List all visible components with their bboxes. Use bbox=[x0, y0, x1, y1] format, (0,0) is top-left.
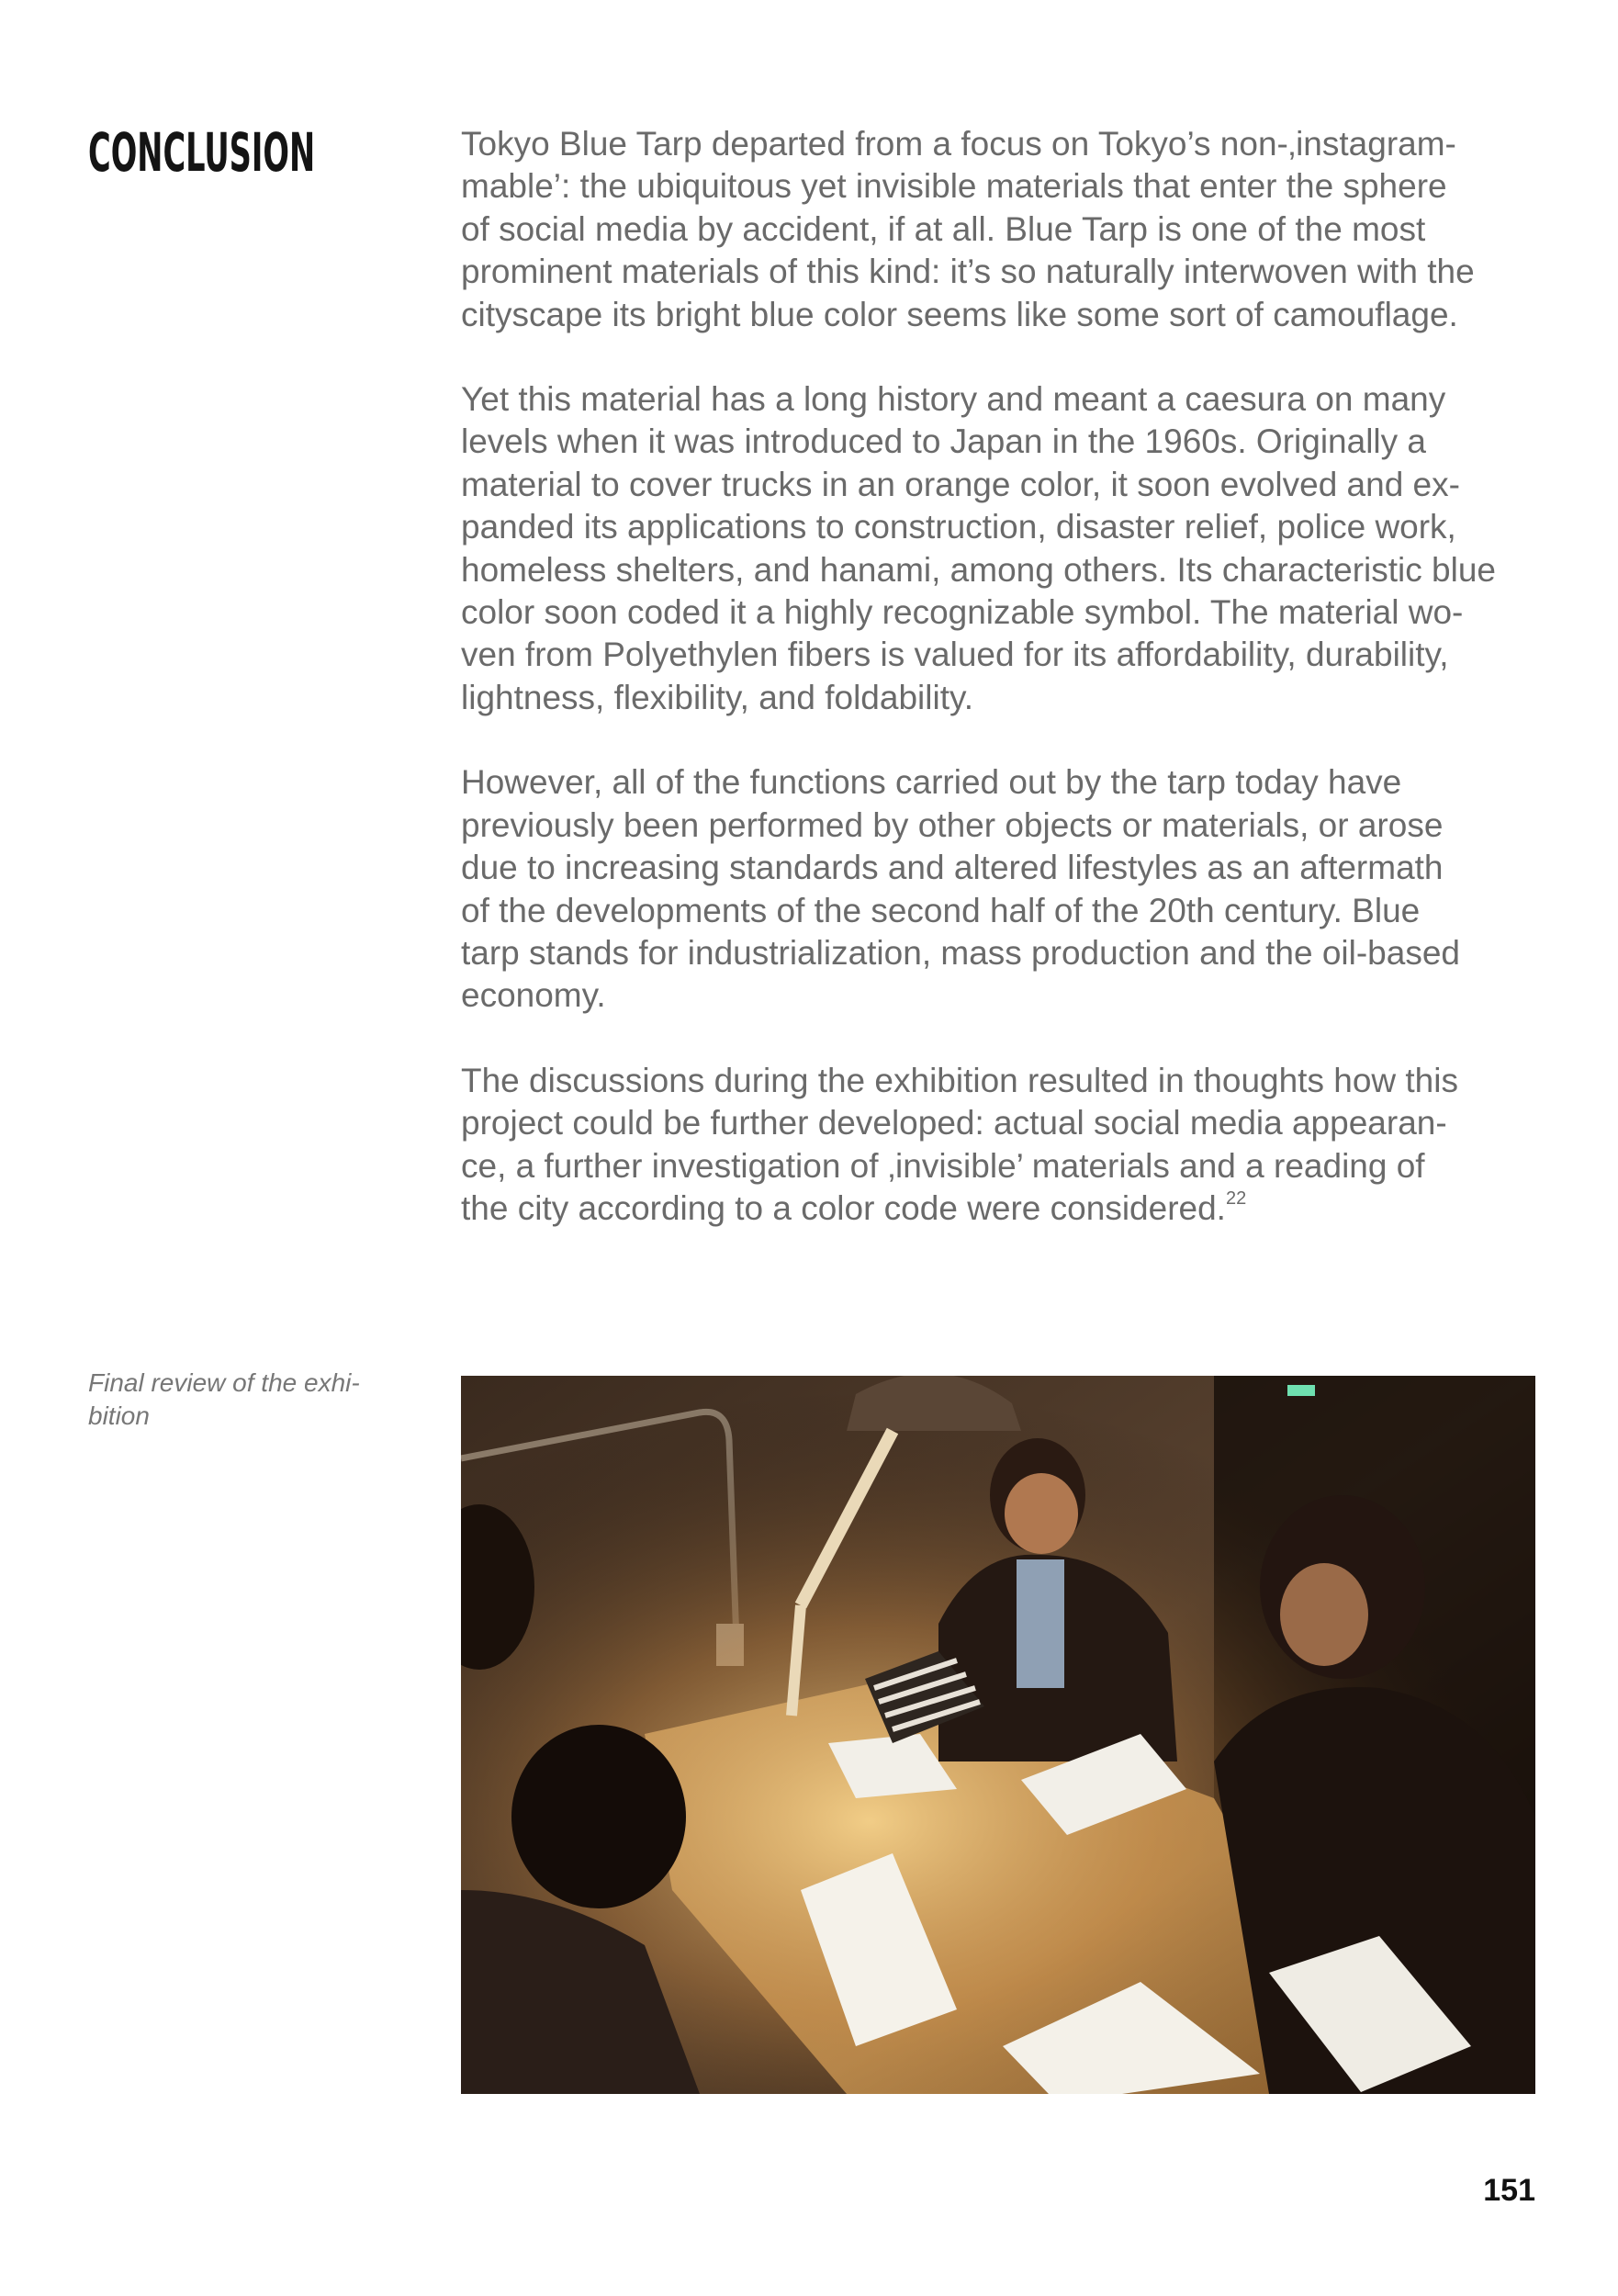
footnote-marker: 22 bbox=[1225, 1187, 1247, 1209]
body-text bbox=[461, 123, 1545, 1272]
text-line: lightness, flexibility, and foldability. bbox=[461, 678, 974, 716]
exhibition-photo-illustration bbox=[461, 1376, 1535, 2094]
person-right-face bbox=[1280, 1563, 1368, 1666]
text-line: The discussions during the exhibition resulted in thoughts how this bbox=[461, 1061, 1458, 1099]
person-left-head bbox=[511, 1725, 686, 1908]
text-line bbox=[461, 1187, 1545, 1230]
text-line: project could be further developed: actual social media appearan- bbox=[461, 1104, 1447, 1142]
paragraph-3 bbox=[461, 761, 1545, 1017]
text-line: Yet this material has a long history and meant a caesura on many bbox=[461, 380, 1446, 419]
text-line: levels when it was introduced to Japan in the 1960s. Originally a bbox=[461, 422, 1426, 461]
exhibition-photo bbox=[461, 1376, 1535, 2094]
paragraph-4 bbox=[461, 1060, 1545, 1231]
text-line: homeless shelters, and hanami, among others. Its characteristic blue bbox=[461, 550, 1497, 589]
text-line: color soon coded it a highly recognizable symbol. The material wo- bbox=[461, 593, 1464, 632]
text-line: due to increasing standards and altered lifestyles as an aftermath bbox=[461, 849, 1444, 887]
text-line: material to cover trucks in an orange color, it soon evolved and ex- bbox=[461, 465, 1460, 503]
text-line-content: the city according to a color code were considered. bbox=[461, 1188, 1226, 1227]
photo-caption bbox=[88, 1367, 400, 1433]
text-line: However, all of the functions carried out by the tarp today have bbox=[461, 763, 1402, 802]
text-line: prominent materials of this kind: it’s so naturally interwoven with the bbox=[461, 253, 1475, 291]
person-center-face bbox=[1005, 1473, 1078, 1554]
exit-sign-light bbox=[1287, 1385, 1315, 1396]
text-line: cityscape its bright blue color seems like some sort of camouflage. bbox=[461, 295, 1458, 333]
caption-line: Final review of the exhi- bbox=[88, 1368, 360, 1397]
page-number: 151 bbox=[1483, 2173, 1535, 2208]
text-line: previously been performed by other objects or materials, or arose bbox=[461, 805, 1444, 844]
text-line: of social media by accident, if at all. Blue Tarp is one of the most bbox=[461, 209, 1426, 248]
text-line: economy. bbox=[461, 976, 606, 1015]
person-center-shirt bbox=[1017, 1559, 1064, 1688]
text-line: Tokyo Blue Tarp departed from a focus on Tokyo’s non-‚instagram- bbox=[461, 125, 1456, 163]
paragraph-2 bbox=[461, 378, 1545, 719]
caption-line: bition bbox=[88, 1401, 150, 1430]
text-line: ce, a further investigation of ‚invisible’ materials and a reading of bbox=[461, 1146, 1425, 1185]
text-line: panded its applications to construction, disaster relief, police work, bbox=[461, 508, 1456, 546]
section-heading: CONCLUSION bbox=[88, 121, 316, 184]
text-line: of the developments of the second half of the 20th century. Blue bbox=[461, 891, 1421, 929]
text-line: mable’: the ubiquitous yet invisible materials that enter the sphere bbox=[461, 167, 1447, 206]
text-line: tarp stands for industrialization, mass production and the oil-based bbox=[461, 933, 1460, 972]
text-line: ven from Polyethylen fibers is valued for its affordability, durability, bbox=[461, 636, 1449, 674]
paragraph-1 bbox=[461, 123, 1545, 336]
